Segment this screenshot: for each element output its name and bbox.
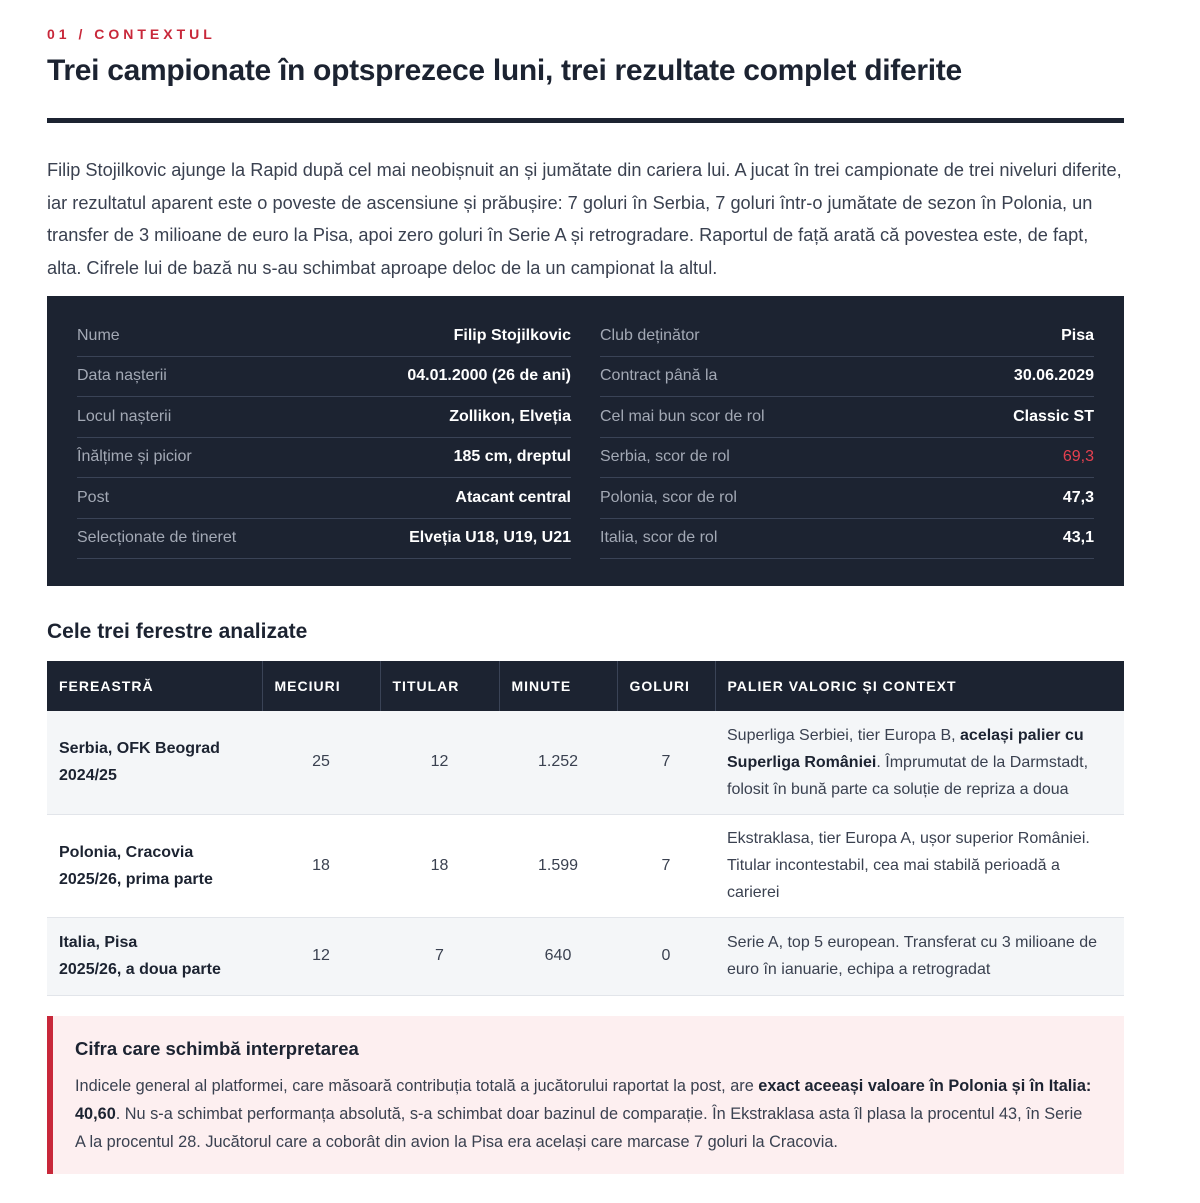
context-text: Serie A, top 5 european. Transferat cu 3 milioane de euro în ianuarie, echipa a retrogradat [727, 934, 1098, 978]
profile-label: Post [77, 488, 110, 506]
table-row [47, 814, 1124, 917]
page-title: Trei campionate în optsprezece luni, trei rezultate complet diferite [47, 54, 962, 87]
matches-cell: 18 [262, 814, 380, 917]
context-cell [715, 814, 1124, 917]
profile-label: Contract până la [600, 367, 718, 385]
profile-label: Locul nașterii [77, 407, 172, 425]
profile-label: Nume [77, 326, 120, 344]
window-season: 2024/25 [59, 767, 117, 785]
matches-cell: 12 [262, 917, 380, 995]
key-insight-callout [47, 1016, 1124, 1174]
section-eyebrow: 01 / CONTEXTUL [47, 26, 216, 42]
window-name: Serbia, OFK Beograd [59, 740, 220, 758]
player-profile-card [47, 296, 1124, 586]
profile-row [600, 519, 1094, 560]
profile-value: Pisa [1061, 326, 1094, 344]
column-header: MINUTE [499, 661, 617, 711]
column-header: PALIER VALORIC ȘI CONTEXT [715, 661, 1124, 711]
profile-row [600, 316, 1094, 357]
context-emphasis: același palier cu Superliga României [727, 726, 1084, 771]
profile-row [600, 438, 1094, 479]
profile-label: Data nașterii [77, 367, 167, 385]
window-season: 2025/26, prima parte [59, 870, 213, 888]
starts-cell: 7 [380, 917, 499, 995]
callout-text-part: . Nu s-a schimbat performanța absolută, s-a schimbat doar bazinul de comparație. În Ekstraklasa asta îl plasa la procentul 43, în Serie A la procentul 28. Jucătorul care a coborât din avion la Pisa era același care marcase 7 goluri la Cracovia. [75, 1105, 1083, 1151]
column-header: GOLURI [617, 661, 715, 711]
profile-value: Atacant central [455, 488, 571, 506]
profile-row [77, 519, 571, 560]
profile-value: 30.06.2029 [1013, 367, 1094, 385]
title-divider [47, 118, 1124, 123]
column-header: MECIURI [262, 661, 380, 711]
profile-left-column [77, 316, 571, 586]
profile-value: 43,1 [1062, 529, 1094, 547]
profile-value: 47,3 [1062, 488, 1094, 506]
column-header: TITULAR [380, 661, 499, 711]
context-text: Superliga Serbiei, tier Europa B, [727, 726, 961, 744]
profile-label: Italia, scor de rol [600, 529, 718, 547]
profile-row [77, 357, 571, 398]
profile-value: 185 cm, dreptul [453, 448, 571, 466]
profile-row [77, 397, 571, 438]
table-row [47, 711, 1124, 814]
profile-row [77, 438, 571, 479]
profile-value: Zollikon, Elveția [449, 407, 571, 425]
windows-section-title: Cele trei ferestre analizate [47, 620, 308, 643]
profile-value: Elveția U18, U19, U21 [409, 529, 571, 547]
callout-text [75, 1072, 1094, 1156]
highlighted-profile-value: 69,3 [1062, 448, 1094, 466]
context-text: . Împrumutat de la Darmstadt, folosit în bună parte ca soluție de repriza a doua [727, 753, 1089, 798]
profile-value: Classic ST [1013, 407, 1094, 425]
window-name-cell [47, 814, 262, 917]
table-row [47, 917, 1124, 995]
intro-paragraph: Filip Stojilkovic ajunge la Rapid după cel mai neobișnuit an și jumătate din cariera lui. A jucat în trei campionate de trei niveluri diferite, iar rezultatul aparent este o poveste de ascensiune și prăbușire: 7 goluri în Serbia, 7 goluri într-o jumătate de sezon în Polonia, un transfer de 3 milioane de euro la Pisa, apoi zero goluri în Serie A și retrogradare. Raportul de față arată că povestea este, de fapt, alta. Cifrele lui de bază nu s-au schimbat aproape deloc de la un campionat la altul. [47, 160, 1122, 278]
profile-right-column [600, 316, 1094, 586]
context-cell [715, 711, 1124, 814]
window-name-cell [47, 917, 262, 995]
window-season: 2025/26, a doua parte [59, 961, 221, 978]
window-name-cell [47, 711, 262, 814]
profile-label: Polonia, scor de rol [600, 488, 737, 506]
context-cell [715, 917, 1124, 995]
profile-row [600, 478, 1094, 519]
profile-label: Serbia, scor de rol [600, 448, 730, 466]
profile-label: Înălțime și picior [77, 448, 192, 466]
column-header: FEREASTRĂ [47, 661, 262, 711]
callout-emphasis: exact aceeași valoare în Polonia și în Italia: 40,60 [75, 1077, 1092, 1123]
goals-cell: 7 [617, 711, 715, 814]
matches-cell: 25 [262, 711, 380, 814]
profile-value: Filip Stojilkovic [453, 326, 571, 344]
callout-title: Cifra care schimbă interpretarea [75, 1038, 359, 1059]
minutes-cell: 1.599 [499, 814, 617, 917]
context-text: Ekstraklasa, tier Europa A, ușor superior României. Titular incontestabil, cea mai stabilă perioadă a carierei [727, 830, 1090, 901]
windows-table [47, 661, 1124, 996]
profile-value: 04.01.2000 (26 de ani) [407, 367, 571, 385]
goals-cell: 0 [617, 917, 715, 995]
profile-row [600, 357, 1094, 398]
window-name: Italia, Pisa [59, 934, 138, 951]
profile-label: Cel mai bun scor de rol [600, 407, 765, 425]
profile-row [77, 316, 571, 357]
minutes-cell: 640 [499, 917, 617, 995]
goals-cell: 7 [617, 814, 715, 917]
minutes-cell: 1.252 [499, 711, 617, 814]
profile-label: Club deținător [600, 326, 700, 344]
window-name: Polonia, Cracovia [59, 843, 194, 861]
profile-row [600, 397, 1094, 438]
starts-cell: 18 [380, 814, 499, 917]
callout-text-part: Indicele general al platformei, care măsoară contribuția totală a jucătorului raportat la post, are [75, 1077, 759, 1095]
profile-row [77, 478, 571, 519]
profile-label: Selecționate de tineret [77, 529, 237, 547]
starts-cell: 12 [380, 711, 499, 814]
table-header-row [47, 661, 1124, 711]
